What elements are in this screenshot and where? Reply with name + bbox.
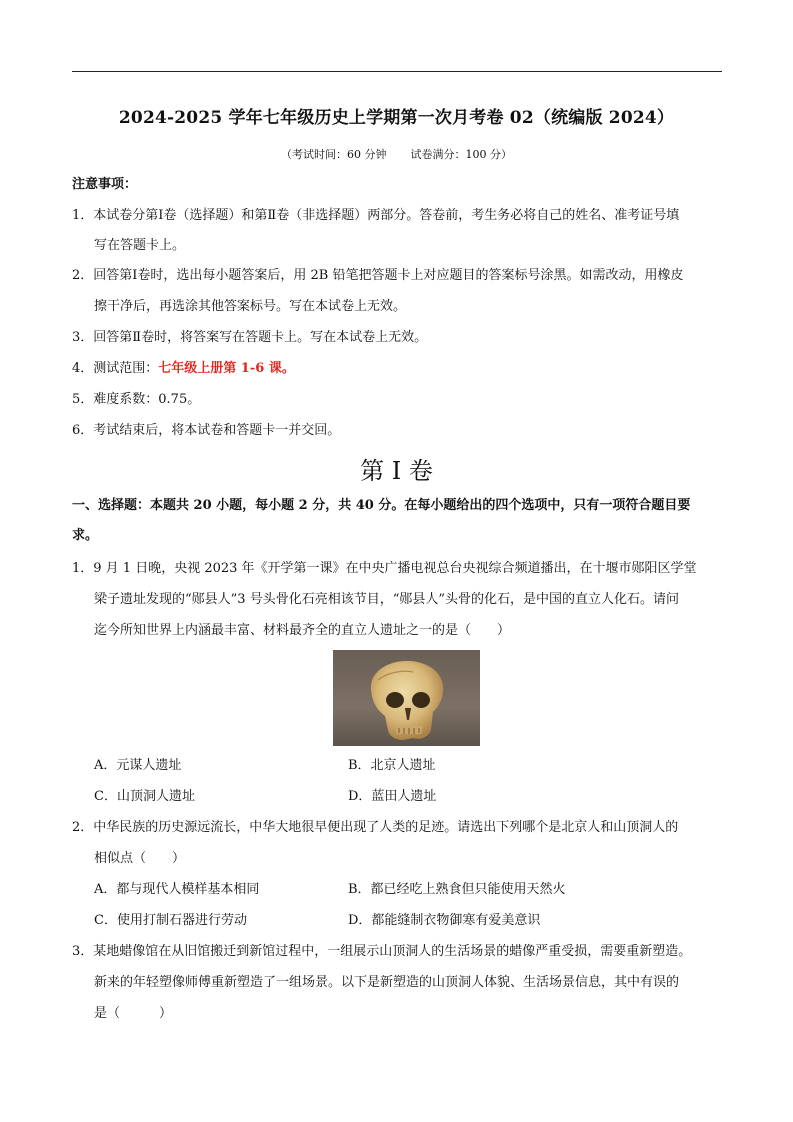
note-item: 3．回答第Ⅱ卷时，将答案写在答题卡上。写在本试卷上无效。 bbox=[72, 330, 428, 345]
header-rule bbox=[72, 71, 722, 72]
section-instruction: 一、选择题：本题共 20 小题，每小题 2 分，共 40 分。在每小题给出的四个选项中，只有一项符合题目要 bbox=[72, 498, 691, 513]
question-2-text: 2．中华民族的历史源远流长，中华大地很早便出现了人类的足迹。请选出下列哪个是北京人和山顶洞人的 bbox=[72, 820, 679, 835]
note-item-scope bbox=[72, 361, 295, 377]
question-2-option-d: D．都能缝制衣物御寒有爱美意识 bbox=[348, 913, 541, 928]
question-1-text: 梁子遗址发现的“郧县人”3 号头骨化石亮相该节目，“郧县人”头骨的化石，是中国的直立人化石。请问 bbox=[94, 592, 679, 607]
question-1-option-a: A．元谋人遗址 bbox=[94, 758, 182, 773]
question-1-text: 迄今所知世界上内涵最丰富、材料最齐全的直立人遗址之一的是（ ） bbox=[94, 623, 511, 638]
note-item: 6．考试结束后，将本试卷和答题卡一并交回。 bbox=[72, 423, 341, 438]
section-instruction: 求。 bbox=[72, 528, 99, 543]
section-title: 第 Ⅰ 卷 bbox=[360, 457, 433, 485]
note-scope-value: 七年级上册第 1-6 课。 bbox=[158, 361, 295, 376]
exam-score: 试卷满分：100 分） bbox=[410, 148, 512, 161]
exam-time: （考试时间：60 分钟 bbox=[281, 148, 387, 161]
note-scope-label: 4．测试范围： bbox=[72, 361, 159, 376]
question-2-text: 相似点（ ） bbox=[94, 851, 186, 866]
question-2-option-a: A．都与现代人模样基本相同 bbox=[94, 882, 260, 897]
question-2-option-c: C．使用打制石器进行劳动 bbox=[94, 913, 247, 928]
question-1-option-c: C．山顶洞人遗址 bbox=[94, 789, 195, 804]
note-item: 1．本试卷分第Ⅰ卷（选择题）和第Ⅱ卷（非选择题）两部分。答卷前，考生务必将自己的姓名、准考证号填 bbox=[72, 208, 680, 223]
exam-title: 2024-2025 学年七年级历史上学期第一次月考卷 02（统编版 2024） bbox=[118, 108, 675, 128]
question-3-text: 3．某地蜡像馆在从旧馆搬迁到新馆过程中，一组展示山顶洞人的生活场景的蜡像严重受损，需要重新塑造。 bbox=[72, 944, 692, 959]
skull-fossil-illustration bbox=[333, 650, 480, 746]
question-1-text: 1．9 月 1 日晚，央视 2023 年《开学第一课》在中央广播电视总台央视综合频道播出，在十堰市郧阳区学堂 bbox=[72, 561, 697, 576]
question-1-option-d: D．蓝田人遗址 bbox=[348, 789, 437, 804]
note-item: 写在答题卡上。 bbox=[94, 238, 186, 253]
note-item: 擦干净后，再选涂其他答案标号。写在本试卷上无效。 bbox=[94, 299, 407, 314]
notes-heading: 注意事项： bbox=[72, 177, 138, 192]
skull-fossil-image bbox=[333, 650, 480, 746]
exam-subtitle bbox=[0, 146, 793, 162]
question-2-option-b: B．都已经吃上熟食但只能使用天然火 bbox=[348, 882, 566, 897]
question-3-text: 新来的年轻塑像师傅重新塑造了一组场景。以下是新塑造的山顶洞人体貌、生活场景信息，其中有误的 bbox=[94, 975, 680, 990]
note-item: 2．回答第Ⅰ卷时，选出每小题答案后，用 2B 铅笔把答题卡上对应题目的答案标号涂黑。如需改动，用橡皮 bbox=[72, 268, 684, 283]
question-3-text: 是（ ） bbox=[94, 1006, 173, 1021]
note-item: 5．难度系数：0.75。 bbox=[72, 392, 201, 407]
question-1-option-b: B．北京人遗址 bbox=[348, 758, 436, 773]
